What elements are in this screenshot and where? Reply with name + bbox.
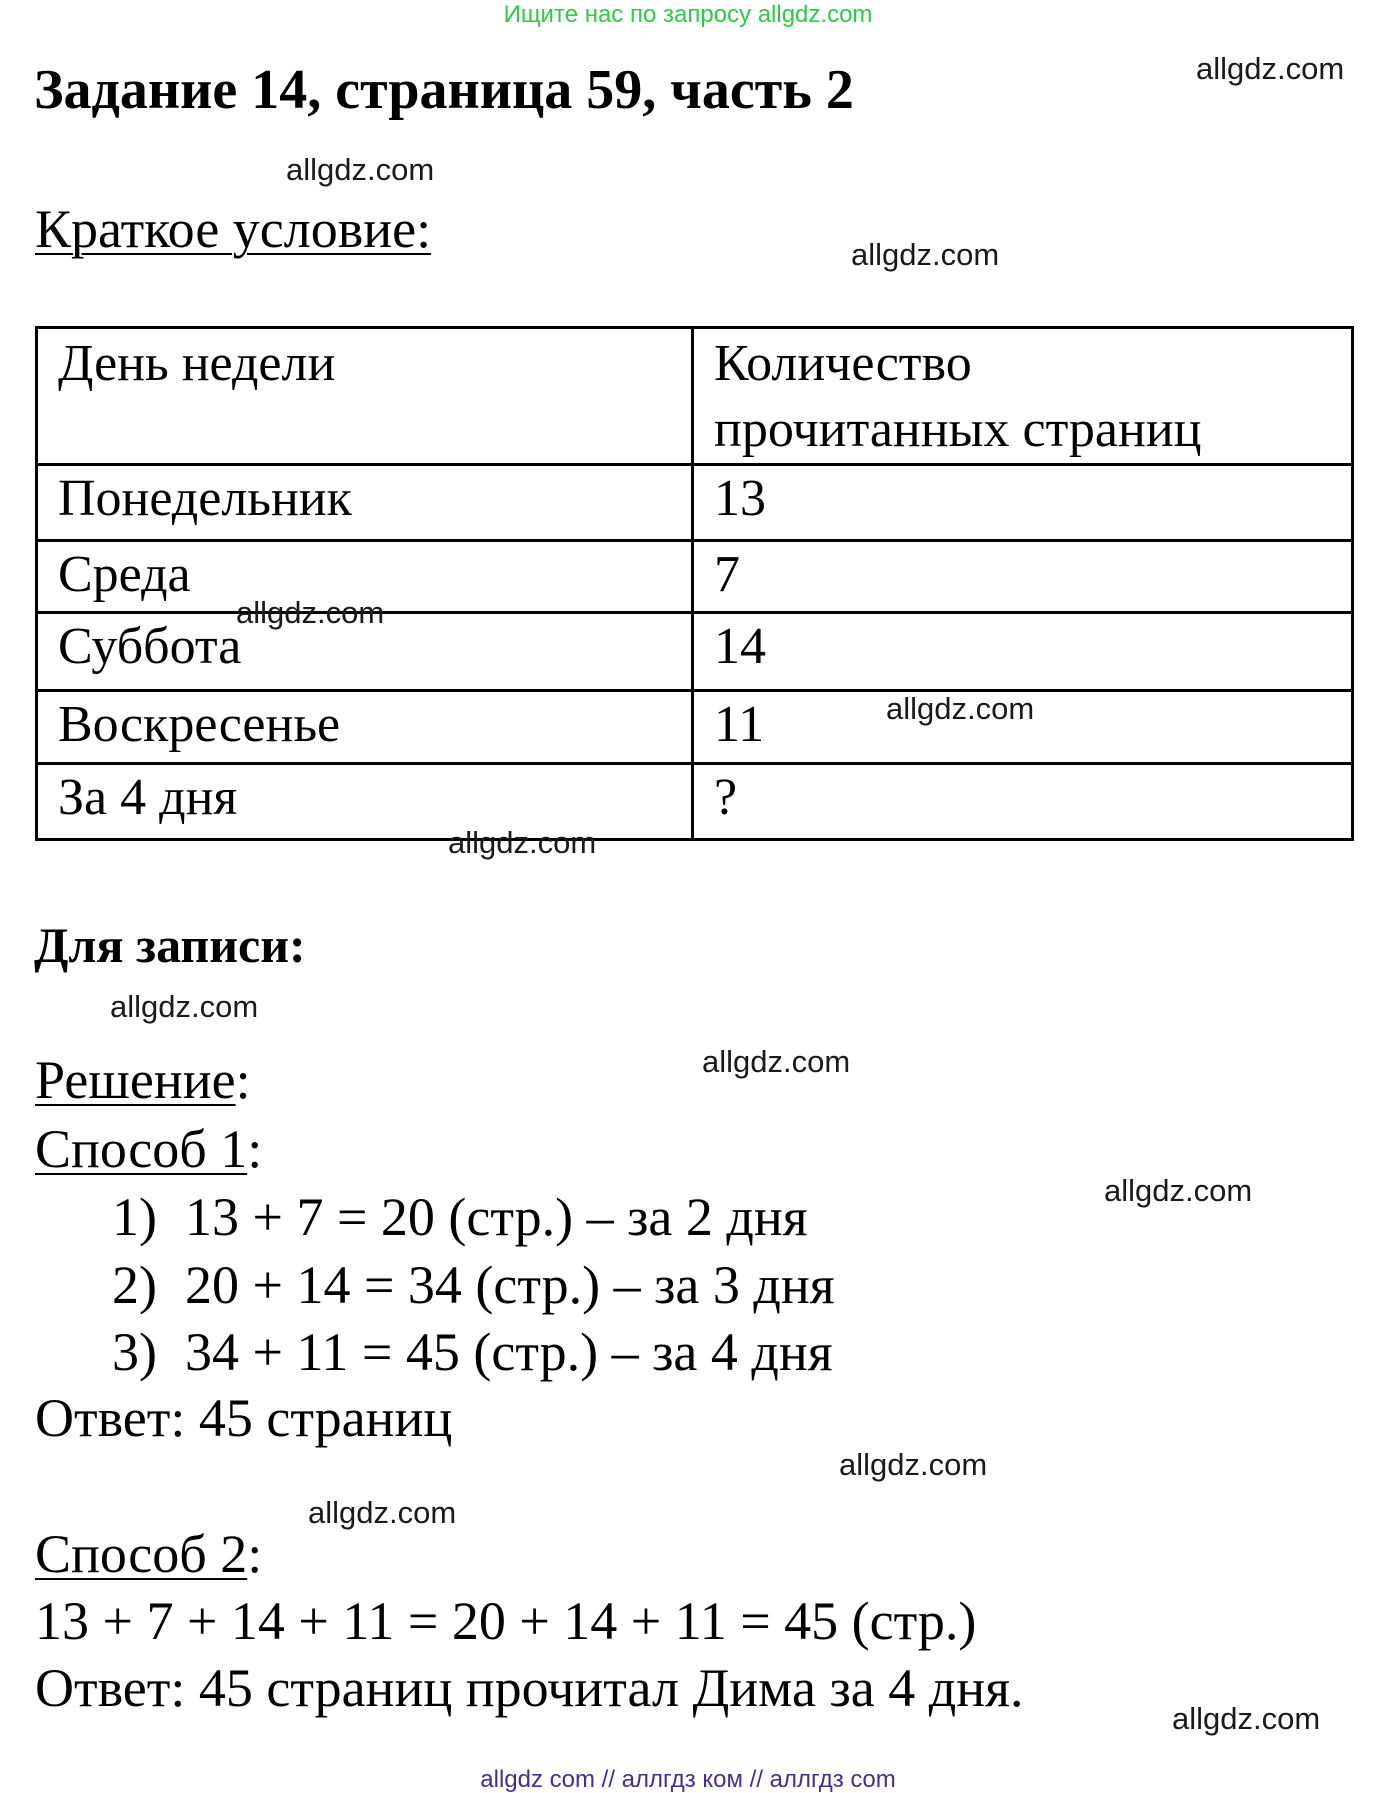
watermark: allgdz.com: [110, 989, 259, 1024]
table-cell-pages: 11: [693, 691, 1353, 764]
method2-label: Способ 2:: [35, 1524, 263, 1584]
table-cell-day: За 4 дня: [37, 764, 693, 840]
method1-step: 3) 34 + 11 = 45 (стр.) – за 4 дня: [112, 1322, 833, 1382]
table-row: [37, 764, 1353, 840]
watermark: allgdz.com: [702, 1044, 851, 1079]
notes-label: Для записи:: [34, 917, 306, 973]
solution-label: Решение:: [35, 1050, 251, 1110]
table-cell-pages: ?: [693, 764, 1353, 840]
method1-step: 2) 20 + 14 = 34 (стр.) – за 3 дня: [112, 1255, 835, 1315]
method1-step: 1) 13 + 7 = 20 (стр.) – за 2 дня: [112, 1187, 808, 1247]
method1-answer: Ответ: 45 страниц: [35, 1388, 453, 1448]
table-row: [37, 465, 1353, 541]
method1-label: Способ 1:: [35, 1119, 263, 1179]
watermark: allgdz.com: [236, 595, 385, 630]
watermark: allgdz.com: [1196, 51, 1345, 86]
top-banner-link[interactable]: Ищите нас по запросу allgdz.com: [503, 1, 873, 28]
table-cell-day: Воскресенье: [37, 691, 693, 764]
watermark: allgdz.com: [839, 1447, 988, 1482]
table-header-pages: [693, 328, 1353, 465]
method2-expression: 13 + 7 + 14 + 11 = 20 + 14 + 11 = 45 (стр.): [35, 1591, 977, 1651]
watermark: allgdz.com: [1172, 1701, 1321, 1736]
table-row: [37, 691, 1353, 764]
table-cell-day: Понедельник: [37, 465, 693, 541]
table-cell-day: Среда: [37, 541, 693, 613]
condition-label: Краткое условие:: [35, 199, 432, 259]
method2-answer: Ответ: 45 страниц прочитал Дима за 4 дня.: [35, 1658, 1024, 1718]
table-row: [37, 613, 1353, 691]
watermark: allgdz.com: [308, 1495, 457, 1530]
watermark: allgdz.com: [851, 237, 1000, 272]
table-header-pages-line1: Количество: [714, 335, 972, 392]
footer-links[interactable]: allgdz com // аллгдз ком // аллгдз com: [480, 1766, 896, 1793]
table-cell-pages: 7: [693, 541, 1353, 613]
watermark: allgdz.com: [1104, 1173, 1253, 1208]
table-row: [37, 541, 1353, 613]
watermark: allgdz.com: [286, 152, 435, 187]
table-cell-day: Суббота: [37, 613, 693, 691]
table-cell-pages: 14: [693, 613, 1353, 691]
table-header-row: [37, 328, 1353, 465]
table-header-pages-line2: прочитанных страниц: [714, 401, 1202, 458]
condition-table: [35, 326, 1354, 841]
watermark: allgdz.com: [886, 691, 1035, 726]
table-cell-pages: 13: [693, 465, 1353, 541]
table-header-day: День недели: [37, 328, 693, 465]
page-title: Задание 14, страница 59, часть 2: [34, 59, 854, 121]
watermark: allgdz.com: [448, 825, 597, 860]
